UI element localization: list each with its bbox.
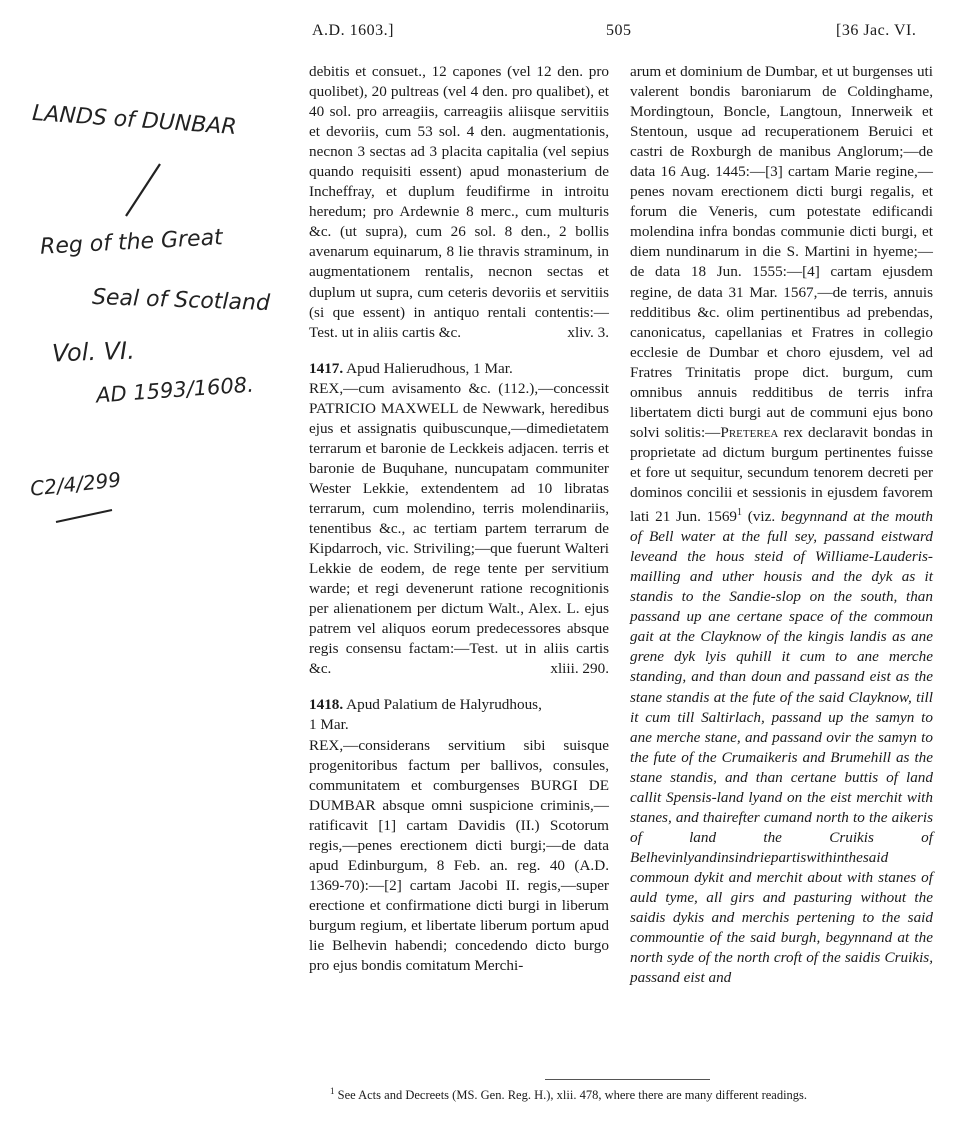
opening-reference: xliv. 3. — [567, 323, 609, 341]
footnote-rule — [545, 1079, 710, 1080]
margin-note-register: Reg of the Great — [39, 225, 224, 260]
footnote-text: See Acts and Decreets (MS. Gen. Reg. H.), xlii. 478, where there are many different readings. — [337, 1088, 808, 1103]
footnote-marker: 1 — [737, 507, 743, 519]
page-number: 505 — [606, 22, 632, 39]
entry-1418-continuation: arum et dominium de Dumbar, et ut burgenses uti valerent bondis baroniarum de Coldinghame, Mordingtoun, Boncle, Langtoun, Innerweik et Stentoun, usque ad recuperationem Beruici et castri de Roxburgh de manibus Anglorum;—de data 16 Aug. 1445:—[3] cartam Marie regine,—penes novam erectionem dicti burgi regalis, et forum die Veneris, cum potestate edificandi molendina infra bondas communie dicti burgi, et diem nundinarum in die S. Martini in hyeme;—de data 18 Jun. 1555:—[4] cartam ejusdem regine, de data 31 Mar. 1567,—de terris, annuis redditibus &c. olim pertinentibus ad prebendas, canonicatus, capellanias et Fratres in collegio ecclesie de Dumbar et choro ejusdem, vel ad Fratres Trinitatis prope dict. burgum, cum omnibus annuis redditibus de terris infra libertatem dicti burgi aut de communi ejus bono solvi solitis:—Preterea rex declaravit bondas in proprietate ad dictum burgum pertinentes fuisse et fore ut sequitur, secundum tenorem decreti per dominos concilii et sessionis in ejusdem favorem lati 21 Jun. 1569$^1$ (viz. begynnand at the mouth of Bell water at the full sey, passand eistward leveand the hous steid of Williame-Lauderis-mailling and uther housis and the dyk as it standis to the Sandie-slop on the south, than passand up ane certane space of the commoun gait at the Clayknow of the kingis landis as ane grene dyk lyis quhill it cum to ane merche standing, and than doun and passand eist as the stane standis at the fute of the said Clayknow, till it cum till Saltirlach, passand up the samyn to ane merche stane, and passand ovir the samyn to the fute of the Crumaikeris and Brumehill as the stane standis, and than certane buttis of land callit Spensis-land lyand on the eist merchit with stanes, and thairefter cumand north to the aikeris of land the Cruikis of Belhevinlyandinsindriepartiswithinthesaid commoun dykit and merchit about with stanes of auld tyme, all girs and pasturing without the saidis dykis and merchis pertening to the said commountie of the said burgh, begynnand at the north syde of the north croft of the saidis Cruikis, passand eist and — [630, 63, 933, 987]
right-column — [630, 62, 933, 988]
margin-note-reference: C2/4/299 — [28, 467, 123, 501]
header-date: A.D. 1603.] — [312, 22, 394, 39]
preterea-word: Preterea — [720, 423, 779, 441]
margin-note-volume: Vol. VI. — [51, 336, 136, 368]
margin-note-title: LANDS of DUNBAR — [31, 100, 238, 141]
margin-underline — [52, 506, 122, 526]
entry-1418-heading: 1418. Apud Palatium de Halyrudhous, — [309, 696, 542, 714]
entry-1418-heading-date: 1 Mar. — [309, 716, 349, 734]
entry-1417-heading: 1417. Apud Halierudhous, 1 Mar. — [309, 359, 513, 377]
footnote — [330, 1086, 807, 1103]
margin-note-seal: Seal of Scotland — [91, 284, 271, 317]
entry-1417-body: REX,—cum avisamento &c. (112.),—concessit PATRICIO MAXWELL de Newwark, heredibus ejus et assignatis quibuscunque,—dimedietatem terrarum et baronie de Leckkeis adjacen. terris et baronie de Buquhane, nuncupatam communiter Wester Lekkie, extendentem ad 10 libratas terrarum, cum molendino, terris molendinariis, tenentibus &c., ac tertiam partem terrarum de Kipdarroch, vic. Striviling;—que fuerunt Walteri Lekkie de eodem, de rege tente per servitium warde; et regi devenerunt ratione recognitionis per alienationem per dictum Walt., Alex. L. ejus patrem vel aliquos eorum predecessores absque regis consensu factam:—Test. ut in aliis cartis &c. xliii. 290. — [309, 379, 609, 680]
left-column — [309, 62, 609, 976]
footnote-number: 1 — [330, 1086, 335, 1096]
opening-text: debitis et consuet., 12 capones (vel 12 den. pro quolibet), 20 pultreas (vel 4 den. pro qualibet), et 40 sol. pro arreagiis, carreagiis aliisque servitiis et devoriis, cum 53 sol. 4 den. augmentationis, necnon 3 sectas ad 3 placita capitalia (vel sepius quando requisiti essent) apud monasterium de Incheffray, et duplum feudifirme in introitu heredum; pro Ardewnie 8 merc., cum multuris &c. (ut supra), cum 26 sol. 8 den., 2 bollis avenarum equinarum, 8 lie thravis straminum, in augmentationem rentalis, necnon sectas et duplum ut supra, cum ceteris devoriis et servitiis (si que essent) in antiquo rentali contentis:—Test. ut in aliis cartis &c. xliv. 3. — [309, 62, 609, 343]
header-regnal-year: [36 Jac. VI. — [836, 22, 917, 39]
margin-slash — [118, 160, 168, 220]
entry-1418-body: REX,—considerans servitium sibi suisque progenitoribus factum per ballivos, consules, communitatem et comburgenses BURGI DE DUMBAR absque omni suspicione criminis,—ratificavit [1] cartam Davidis (II.) Scotorum regis,—penes erectionem dicti burgi;—de data apud Edinburgum, 8 Feb. an. reg. 40 (A.D. 1369-70):—[2] cartam Jacobi II. regis,—super erectione et confirmatione dicti burgi in liberum burgum regium, et libertate liberum portum apud lie Belhevin habendi; concedendo dicto burgo pro ejus bondis comitatum Merchi- — [309, 736, 609, 975]
margin-note-dates: AD 1593/1608. — [95, 372, 255, 408]
entry-1417-reference: xliii. 290. — [550, 660, 609, 678]
boundary-description: begynnand at the mouth of Bell water at the full sey, passand eistward leveand the hous steid of Williame-Lauderis-mailling and uther housis and the dyk as it standis to the Sandie-slop on the south, than passand up ane certane space of the commoun gait at the Clayknow of the kingis landis as ane grene dyk lyis quhill it cum to ane merche standing, and than doun and passand eist as the stane standis at the fute of the said Clayknow, till it cum till Saltirlach, passand up the samyn to ane merche stane, and passand ovir the samyn to the fute of the Crumaikeris and Brumehill as the stane standis, and than certane buttis of land callit Spensis-land lyand on the eist merchit with stanes, and thairefter cumand north to the aikeris of land the Cruikis of Belhevinlyandinsindriepartiswithinthesaid commoun dykit and merchit about with stanes of auld tyme, all girs and pasturing without the saidis dykis and merchis pertening to the said commountie of the said burgh, begynnand at the north syde of the north croft of the saidis Cruikis, passand eist and — [630, 508, 933, 987]
